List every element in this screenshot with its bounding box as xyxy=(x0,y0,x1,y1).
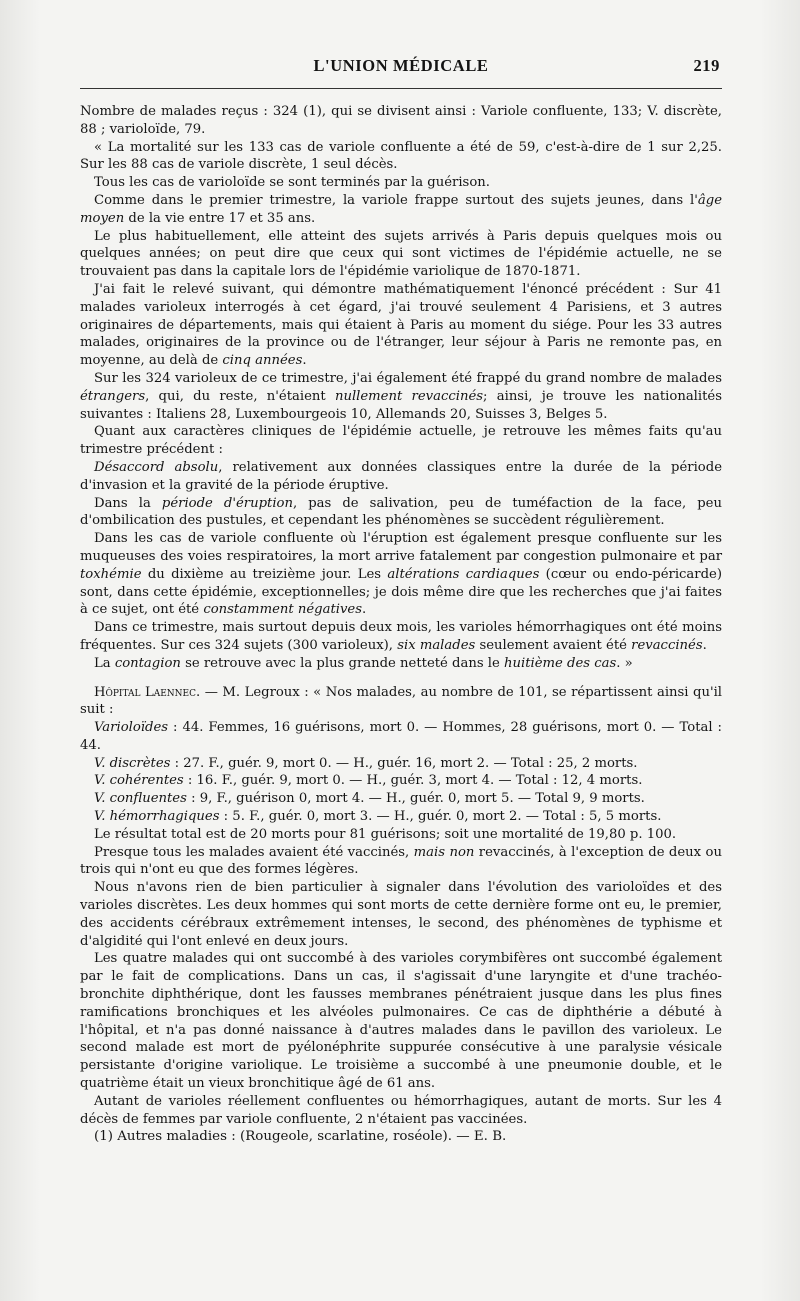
paragraph: La contagion se retrouve avec la plus grande netteté dans le huitième des cas. » xyxy=(94,655,633,671)
running-head xyxy=(80,52,722,82)
hospital-name: Hôpital Laennec xyxy=(94,684,197,700)
paragraph: Sur les 324 varioleux de ce trimestre, j'ai également été frappé du grand nombre de malades étrangers, qui, du reste, n'étaient nullement revaccinés; ainsi, je trouve les nationalités suivantes : Italiens 28, Luxembourgeois 10, Allemands 20, Suisses 3, Belges 5. xyxy=(80,370,722,422)
footnote: (1) Autres maladies : (Rougeole, scarlatine, roséole). — E. B. xyxy=(94,1129,507,1145)
paragraph: Autant de varioles réellement confluentes ou hémorrhagiques, autant de morts. Sur les 4 décès de femmes par variole confluente, 2 n'étaient pas vaccinées. xyxy=(80,1093,722,1127)
paragraph: Tous les cas de varioloïde se sont terminés par la guérison. xyxy=(94,175,490,191)
paragraph: J'ai fait le relevé suivant, qui démontre mathématiquement l'énoncé précédent : Sur 41 malades varioleux interrogés à cet égard, j'ai trouvé seulement 4 Parisiens, et 3 autres originaires de départements, mais qui étaient à Paris au moment du siége. Pour les 33 autres malades, originaires de la province ou de l'étranger, leur séjour à Paris ne remonte pas, en moyenne, au delà de cinq années. xyxy=(80,281,722,369)
paragraph: Dans ce trimestre, mais surtout depuis deux mois, les varioles hémorrhagiques ont été moins fréquentes. Sur ces 324 sujets (300 varioleux), six malades seulement avaient été revaccinés. xyxy=(80,620,722,653)
paragraph: Le résultat total est de 20 morts pour 81 guérisons; soit une mortalité de 19,80 p. 100. xyxy=(94,826,677,842)
stat-line: V. hémorrhagiques : 5. F., guér. 0, mort 3. — H., guér. 0, mort 2. — Total : 5, 5 morts. xyxy=(94,809,662,825)
paragraph: Nous n'avons rien de bien particulier à signaler dans l'évolution des varioloïdes et des varioles discrètes. Les deux hommes qui sont morts de cette dernière forme ont eu, le premier, des accidents cérébraux extrêmement intenses, le second, des phénomènes de typhisme et d'algidité qui l'ont enlevé en deux jours. xyxy=(80,880,722,949)
paragraph: « La mortalité sur les 133 cas de variole confluente a été de 59, c'est-à-dire de 1 sur 2,25. Sur les 88 cas de variole discrète, 1 seul décès. xyxy=(80,139,722,173)
stat-line: Varioloïdes : 44. Femmes, 16 guérisons, mort 0. — Hommes, 28 guérisons, mort 0. — Total : 44. xyxy=(80,720,722,753)
paragraph: Désaccord absolu, relativement aux données classiques entre la durée de la période d'invasion et la gravité de la période éruptive. xyxy=(80,459,722,493)
paragraph: Le plus habituellement, elle atteint des sujets arrivés à Paris depuis quelques mois ou quelques années; on peut dire que ceux qui sont victimes de l'épidémie actuelle, ne se trouvaient pas dans la capitale lors de l'épidémie variolique de 1870-1871. xyxy=(80,228,722,280)
stat-line: V. confluentes : 9, F., guérison 0, mort 4. — H., guér. 0, mort 5. — Total 9, 9 morts. xyxy=(94,791,645,807)
paragraph: Les quatre malades qui ont succombé à des varioles corymbifères ont succombé également par le fait de complications. Dans un cas, il s'agissait d'une laryngite et d'une trachéo-bronchite diphthérique, dont les fausses membranes pénétraient jusque dans les plus fines ramifications bronchiques et les alvéoles pulmonaires. Ce cas de diphthérie a débuté à l'hôpital, et n'a pas donné naissance à d'autres malades dans le pavillon des varioleux. Le second malade est mort de pyélonéphrite suppurée consécutive à une paralysie vésicale persistante d'origine variolique. Le troisième a succombé à une pneumonie double, et le quatrième était un vieux bronchitique âgé de 61 ans. xyxy=(80,951,722,1092)
stat-line: V. cohérentes : 16. F., guér. 9, mort 0. — H., guér. 3, mort 4. — Total : 12, 4 morts. xyxy=(94,773,643,789)
header-rule xyxy=(80,88,722,89)
paragraph: Nombre de malades reçus : 324 (1), qui se divisent ainsi : Variole confluente, 133; V. discrète, 88 ; varioloïde, 79. xyxy=(80,104,722,137)
paragraph: Presque tous les malades avaient été vaccinés, mais non revaccinés, à l'exception de deux ou trois qui n'ont eu que des formes légères. xyxy=(80,844,722,878)
paragraph: Dans les cas de variole confluente où l'éruption est également presque confluente sur les muqueuses des voies respiratoires, la mort arrive fatalement par congestion pulmonaire et par toxhémie du dixième au treizième jour. Les altérations cardiaques (cœur ou endo-péricarde) sont, dans cette épidémie, exceptionnelles; je dois même dire que les recherches que j'ai faites à ce sujet, ont été constamment négatives. xyxy=(80,531,722,618)
paragraph: Dans la période d'éruption, pas de salivation, peu de tuméfaction de la face, peu d'ombilication des pustules, et cependant les phénomènes se succèdent régulièrement. xyxy=(80,495,722,529)
paragraph: Comme dans le premier trimestre, la variole frappe surtout des sujets jeunes, dans l'âge moyen de la vie entre 17 et 35 ans. xyxy=(80,192,722,226)
journal-title: L'UNION MÉDICALE xyxy=(313,56,489,75)
page-number: 219 xyxy=(693,56,720,75)
paragraph: Quant aux caractères cliniques de l'épidémie actuelle, je retrouve les mêmes faits qu'au trimestre précédent : xyxy=(80,424,722,458)
section-hopital-laennec: Hôpital Laennec. — M. Legroux : « Nos malades, au nombre de 101, se répartissent ainsi qu'il suit : xyxy=(80,684,722,718)
stat-line: V. discrètes : 27. F., guér. 9, mort 0. — H., guér. 16, mort 2. — Total : 25, 2 morts. xyxy=(94,755,638,771)
article-body xyxy=(80,103,722,1146)
